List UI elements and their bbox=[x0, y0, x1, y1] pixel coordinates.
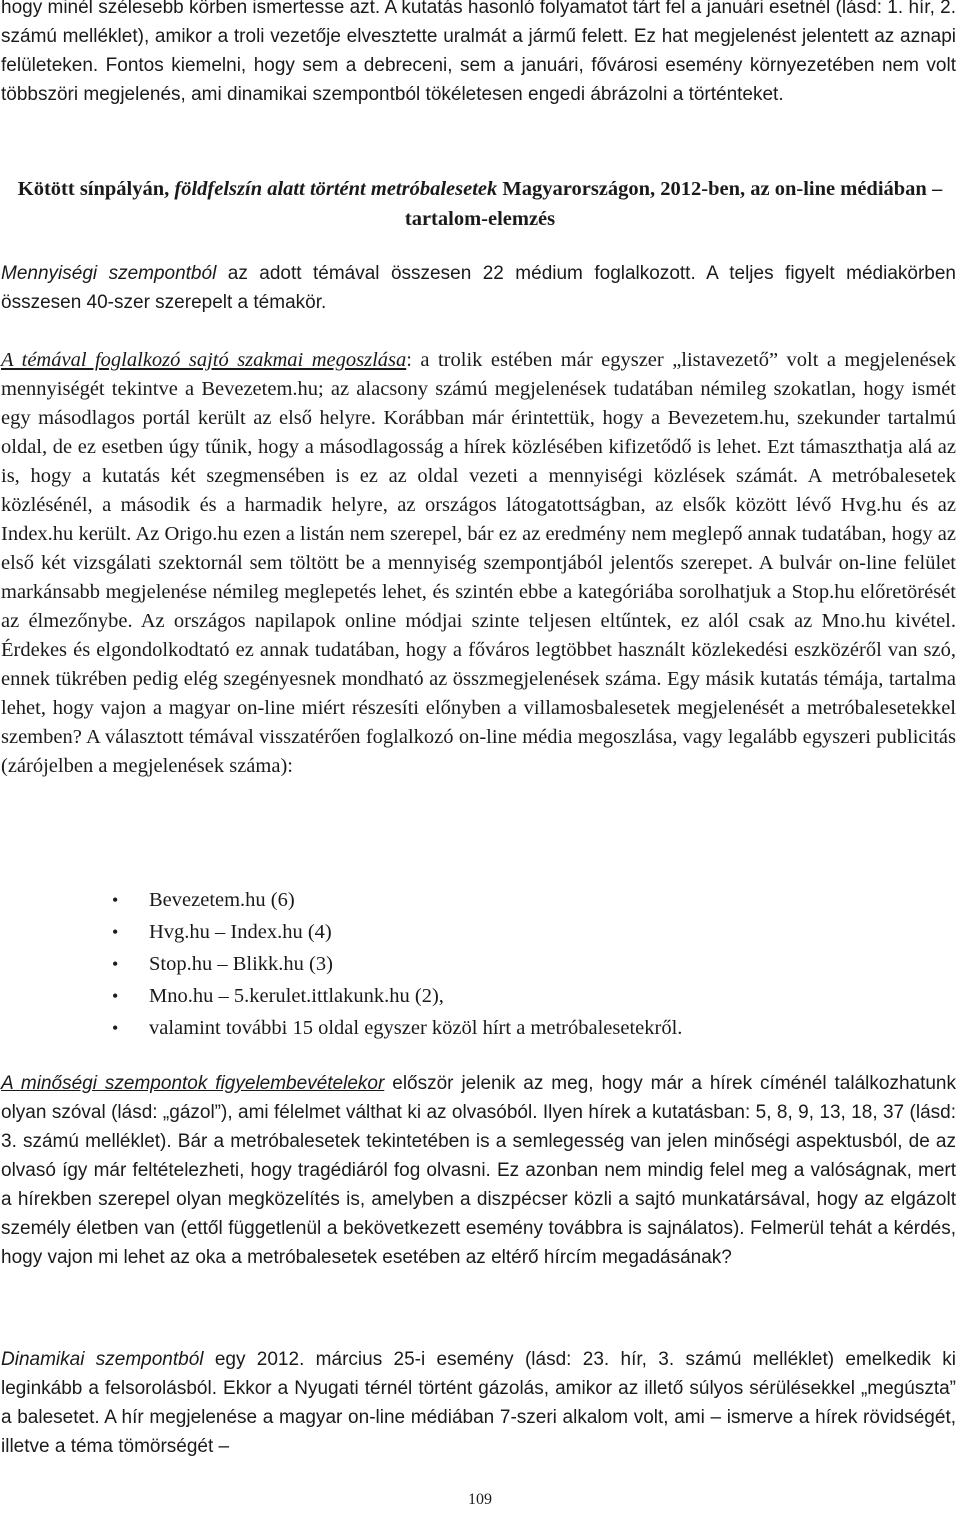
list-item: • Stop.hu – Blikk.hu (3) bbox=[0, 948, 682, 980]
bullet-icon: • bbox=[112, 1018, 119, 1038]
quantity-paragraph bbox=[1, 259, 956, 317]
list-item: • Bevezetem.hu (6) bbox=[0, 884, 682, 916]
heading-part-3: Magyarországon, 2012-ben, az on-line médiában – tartalom-elemzés bbox=[404, 178, 943, 230]
quality-lead: A minőségi szempontok figyelembevételekor bbox=[1, 1073, 385, 1094]
quality-text: először jelenik az meg, hogy már a hírek címénél találkozhatunk olyan szóval (lásd: „gázol”), ami félelmet válthat ki az olvasóból. Ilyen hírek a kutatásban: 5, 8, 9, 13, 18, 37 (lásd: 3. számú melléklet). Bár a metróbalesetek tekintetében is a semlegesség van jelen minőségi aspektusból, de az olvasó így már feltételezheti, hogy tragédiáról fog olvasni. Ez azonban nem mindig felel meg a valóságnak, mert a hírekben szerepel olyan megközelítés is, amelyben a diszpécser közli a sajtó munkatársával, hogy az elgázolt személy életben van (ettől függetlenül a bekövetkezett esemény továbbra is sajnálatos). Felmerül tehát a kérdés, hogy vajon mi lehet az oka a metróbalesetek esetében az eltérő hírcím megadásának? bbox=[1, 1073, 956, 1268]
heading-part-2: földfelszín alatt történt metróbalesetek bbox=[174, 178, 498, 200]
heading-part-1: Kötött sínpályán, bbox=[17, 178, 175, 200]
distribution-lead: A témával foglalkozó sajtó szakmai megoszlása bbox=[1, 349, 407, 371]
bullet-icon: • bbox=[112, 922, 119, 942]
list-item: • Mno.hu – 5.kerulet.ittlakunk.hu (2), bbox=[0, 980, 682, 1012]
quantity-text: az adott témával összesen 22 médium foglalkozott. A teljes figyelt médiakörben összesen 40-szer szerepelt a témakör. bbox=[1, 263, 956, 313]
intro-paragraph: hogy minél szélesebb körben ismertesse azt. A kutatás hasonló folyamatot tárt fel a januári esetnél (lásd: 1. hír, 2. számú melléklet), amikor a troli vezetője elvesztette uralmát a jármű felett. Ez hat megjelenést jelentett az aznapi felületeken. Fontos kiemelni, hogy sem a debreceni, sem a januári, fővárosi esemény környezetében nem volt többszöri megjelenés, ami dinamikai szempontból tökéletesen engedi ábrázolni a történteket. bbox=[1, 0, 956, 105]
bullet-icon: • bbox=[112, 986, 119, 1006]
dynamic-text: egy 2012. március 25-i esemény (lásd: 23. hír, 3. számú melléklet) emelkedik ki leginkább a felsorolásból. Ekkor a Nyugati térnél történt gázolás, amikor az illető súlyos sérülésekkel „megúszta” a balesetet. A hír megjelenése a magyar on-line médiában 7-szeri alkalom volt, ami – ismerve a hírek rövidségét, illetve a téma tömörségét – bbox=[1, 1349, 956, 1457]
list-item: • valamint további 15 oldal egyszer közöl hírt a metróbalesetekről. bbox=[0, 1012, 682, 1044]
section-heading bbox=[0, 174, 960, 234]
quantity-lead: Mennyiségi szempontból bbox=[1, 263, 217, 284]
bullet-icon: • bbox=[112, 954, 119, 974]
bullet-icon: • bbox=[112, 890, 119, 910]
dynamic-paragraph bbox=[1, 1345, 956, 1461]
distribution-paragraph bbox=[1, 346, 956, 781]
quality-paragraph bbox=[1, 1069, 956, 1272]
distribution-text: : a trolik estében már egyszer „listavezető” volt a megjelenések mennyiségét tekintve a Bevezetem.hu; az alacsony számú megjelenések tudatában némileg szokatlan, hogy ismét egy másodlagos portál került az első helyre. Korábban már érintettük, hogy a Bevezetem.hu, szekunder tartalmú oldal, de ez esetben úgy tűnik, hogy a másodlagosság a hírek közlésében kifizetődő is lehet. Ezt támaszthatja alá az is, hogy a kutatás két szegmensében is ez az oldal vezeti a mennyiségi közlések számát. A metróbalesetek közlésénél, a második és a harmadik helyre, az országos látogatottságban, az elsők között lévő Hvg.hu és az Index.hu került. Az Origo.hu ezen a listán nem szerepel, bár ez az eredmény nem meglepő annak tudatában, hogy az első két vizsgálati szektornál sem töltött be a mennyiség szempontjából jelentős szerepet. A bulvár on-line felület markánsabb megjelenése némileg meglepetés lehet, és szintén ebbe a kategóriába sorolhatjuk a Stop.hu előretörését az élmezőnybe. Az országos napilapok online módjai szinte teljesen eltűntek, ez alól csak az Mno.hu kivétel. Érdekes és elgondolkodtató ez annak tudatában, hogy a főváros legtöbbet használt közlekedési eszközéről van szó, ennek tükrében pedig elég szegényesnek mondható az összmegjelenések száma. Egy másik kutatás témája, tartalma lehet, hogy vajon a magyar on-line miért részesíti előnyben a villamosbalesetek megjelenését a metróbalesetekkel szemben? A választott témával visszatérően foglalkozó on-line média megoszlása, vagy legalább egyszeri publicitás (zárójelben a megjelenések száma): bbox=[1, 349, 956, 777]
list-item: • Hvg.hu – Index.hu (4) bbox=[0, 916, 682, 948]
page-number: 109 bbox=[468, 1491, 492, 1508]
media-list bbox=[0, 884, 682, 1044]
dynamic-lead: Dinamikai szempontból bbox=[1, 1349, 204, 1370]
